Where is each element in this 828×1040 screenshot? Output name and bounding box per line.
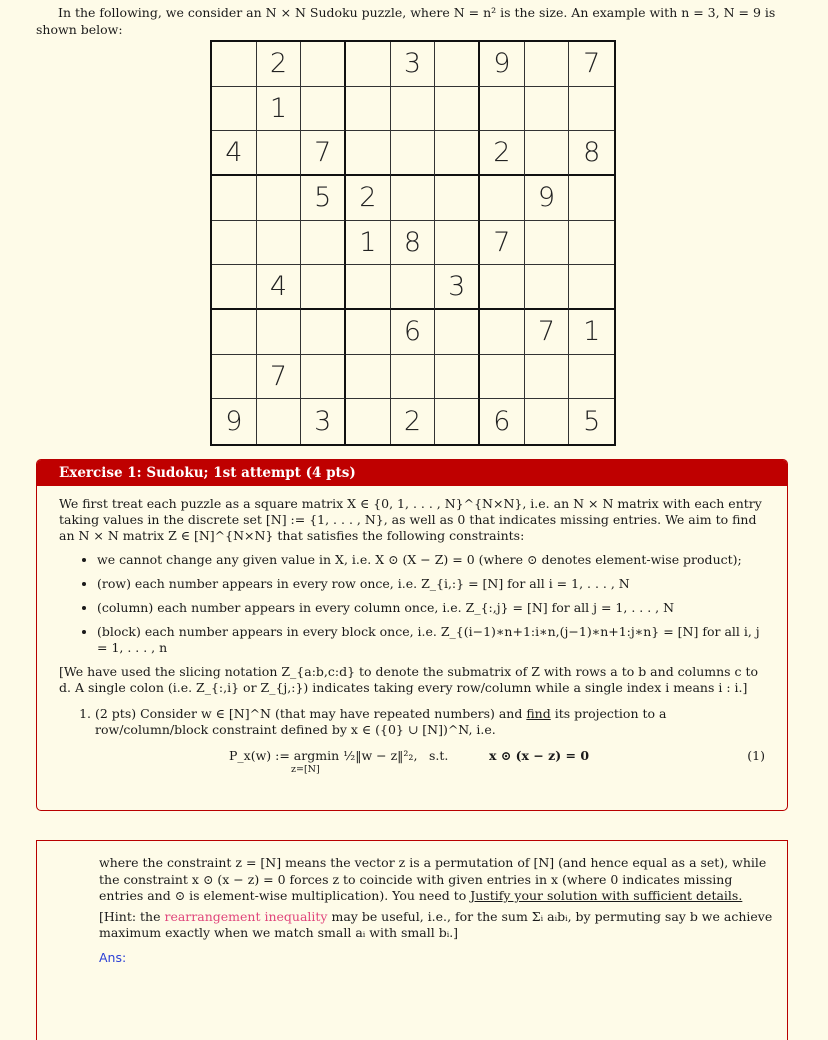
sudoku-cell (435, 310, 480, 355)
sudoku-cell (301, 221, 346, 266)
sudoku-cell (525, 87, 570, 132)
sudoku-cell: 9 (525, 176, 570, 221)
sudoku-cell (257, 131, 302, 176)
part-1-find: find (526, 706, 551, 721)
sudoku-cell (435, 87, 480, 132)
equation-st: s.t. (429, 748, 449, 763)
sudoku-cell (212, 355, 257, 400)
sudoku-cell: 1 (257, 87, 302, 132)
sudoku-cell: 7 (569, 42, 614, 87)
part-1 (95, 706, 765, 738)
intro-text (36, 4, 796, 38)
sudoku-cell: 7 (480, 221, 525, 266)
sudoku-cell (569, 176, 614, 221)
sudoku-cell (480, 87, 525, 132)
exercise-box (36, 459, 788, 811)
sudoku-cell (480, 355, 525, 400)
part-1-text-b: its projection to a row/column/block constraint defined by x ∈ ({0} ∪ [N])^N, i.e. (95, 706, 667, 737)
sudoku-cell: 8 (569, 131, 614, 176)
intro-line-2: shown below: (36, 22, 123, 37)
sudoku-grid (210, 40, 616, 446)
sudoku-cell: 3 (391, 42, 436, 87)
sudoku-cell (525, 265, 570, 310)
sudoku-cell: 7 (525, 310, 570, 355)
sudoku-cell (480, 265, 525, 310)
constraint-list (59, 552, 765, 656)
sudoku-cell: 7 (257, 355, 302, 400)
equation-1 (59, 748, 765, 782)
sudoku-cell (212, 310, 257, 355)
intro-line-1: In the following, we consider an N × N Sudoku puzzle, where N = n² is the size. An example with n = 3, N = 9 is (58, 5, 776, 20)
sudoku-cell (525, 42, 570, 87)
sudoku-cell: 7 (301, 131, 346, 176)
sudoku-cell (435, 355, 480, 400)
equation-number: (1) (747, 748, 765, 763)
sudoku-cell (301, 42, 346, 87)
sudoku-cell (257, 176, 302, 221)
sudoku-cell: 4 (257, 265, 302, 310)
sudoku-cell (346, 131, 391, 176)
sudoku-cell: 3 (435, 265, 480, 310)
sudoku-cell: 2 (346, 176, 391, 221)
equation-subscript: z=[N] (291, 764, 320, 775)
sudoku-cell (569, 265, 614, 310)
sudoku-cell: 9 (480, 42, 525, 87)
constraint-given: • we cannot change any given value in X, i.e. X ⊙ (X − Z) = 0 (where ⊙ denotes element-wise product); (97, 552, 765, 568)
sudoku-cell: 2 (480, 131, 525, 176)
sudoku-cell: 3 (301, 399, 346, 444)
sudoku-cell (525, 131, 570, 176)
sudoku-cell (569, 221, 614, 266)
sudoku-cell (346, 42, 391, 87)
sudoku-cell (391, 87, 436, 132)
slicing-note: [We have used the slicing notation Z_{a:b,c:d} to denote the submatrix of Z with rows a to b and columns c to d. A single colon (i.e. Z_{:,i} or Z_{j,:}) indicates taking every row/column while a single index i means i : i.] (59, 664, 759, 695)
sudoku-cell: 2 (391, 399, 436, 444)
exercise-intro-paragraph: We first treat each puzzle as a square matrix X ∈ {0, 1, . . . , N}^{N×N}, i.e. an N × N matrix with each entry taking values in the discrete set [N] := {1, . . . , N}, as well as 0 that indicates missing entries. We aim to find an N × N matrix Z ∈ [N]^{N×N} that satisfies the following constraints: (59, 496, 762, 543)
continuation-paragraph (99, 855, 775, 905)
hint-text-a: [Hint: the (99, 908, 165, 924)
sudoku-cell (525, 355, 570, 400)
sudoku-cell (346, 399, 391, 444)
sudoku-cell: 2 (257, 42, 302, 87)
sudoku-cell (212, 265, 257, 310)
sudoku-cell (391, 265, 436, 310)
sudoku-cell (525, 399, 570, 444)
sudoku-cell (212, 42, 257, 87)
sudoku-cell (346, 310, 391, 355)
sudoku-cell (391, 355, 436, 400)
rearrangement-inequality-link[interactable]: rearrangement inequality (164, 908, 328, 924)
sudoku-cell (301, 355, 346, 400)
sudoku-cell (435, 176, 480, 221)
sudoku-cell: 8 (391, 221, 436, 266)
equation-main: P_x(w) := argmin ½‖w − z‖²₂, (229, 748, 418, 763)
sudoku-cell (569, 87, 614, 132)
exercise-title: Exercise 1: Sudoku; 1st attempt (4 pts) (37, 460, 787, 486)
sudoku-cell (257, 310, 302, 355)
continuation-body (99, 855, 775, 966)
hint-text-b: may be useful, i.e., for the sum Σᵢ aᵢbᵢ, by permuting say b we achieve maximum exactly when we match small aᵢ with small bᵢ.] (99, 908, 773, 940)
justify-instruction: Justify your solution with sufficient details. (470, 888, 743, 903)
sudoku-cell: 4 (212, 131, 257, 176)
sudoku-cell: 6 (391, 310, 436, 355)
sudoku-cell: 5 (301, 176, 346, 221)
sudoku-cell (569, 355, 614, 400)
answer-label: Ans: (99, 949, 127, 965)
sudoku-cell (346, 265, 391, 310)
sudoku-cell (301, 265, 346, 310)
sudoku-cell (212, 87, 257, 132)
sudoku-cell (525, 221, 570, 266)
continuation-text: where the constraint z = [N] means the vector z is a permutation of [N] (and hence equal as a set), while the constraint x ⊙ (x − z) = 0 forces z to coincide with given entries in x (where 0 indicates missing entries and ⊙ is element-wise multiplication). You need to (99, 855, 767, 903)
sudoku-cell (435, 221, 480, 266)
part-list (59, 706, 765, 738)
sudoku-cell (257, 221, 302, 266)
sudoku-cell (301, 87, 346, 132)
sudoku-cell: 1 (346, 221, 391, 266)
exercise-body (37, 486, 787, 782)
sudoku-cell (435, 42, 480, 87)
sudoku-cell: 9 (212, 399, 257, 444)
hint-paragraph (99, 909, 775, 942)
sudoku-cell (480, 310, 525, 355)
sudoku-cell: 6 (480, 399, 525, 444)
sudoku-cell (435, 131, 480, 176)
sudoku-cell (480, 176, 525, 221)
constraint-block: • (block) each number appears in every block once, i.e. Z_{(i−1)∗n+1:i∗n,(j−1)∗n+1:j∗n} = [N] for all i, j = 1, . . . , n (97, 624, 765, 656)
sudoku-cell: 5 (583, 406, 601, 438)
sudoku-cell (391, 131, 436, 176)
sudoku-cell: 1 (569, 310, 614, 355)
constraint-row: • (row) each number appears in every row once, i.e. Z_{i,:} = [N] for all i = 1, . . . , N (97, 576, 765, 592)
sudoku-cell (435, 399, 480, 444)
equation-constraint: x ⊙ (x − z) = 0 (489, 748, 590, 763)
sudoku-cell (212, 176, 257, 221)
constraint-column: • (column) each number appears in every column once, i.e. Z_{:,j} = [N] for all j = 1, . . . , N (97, 600, 765, 616)
sudoku-cell (391, 176, 436, 221)
sudoku-cell (301, 310, 346, 355)
part-1-text-a: (2 pts) Consider w ∈ [N]^N (that may have repeated numbers) and (95, 706, 527, 721)
continuation-box (36, 840, 788, 1040)
sudoku-cell (257, 399, 302, 444)
sudoku-cell (212, 221, 257, 266)
sudoku-cell (346, 355, 391, 400)
sudoku-cell (346, 87, 391, 132)
